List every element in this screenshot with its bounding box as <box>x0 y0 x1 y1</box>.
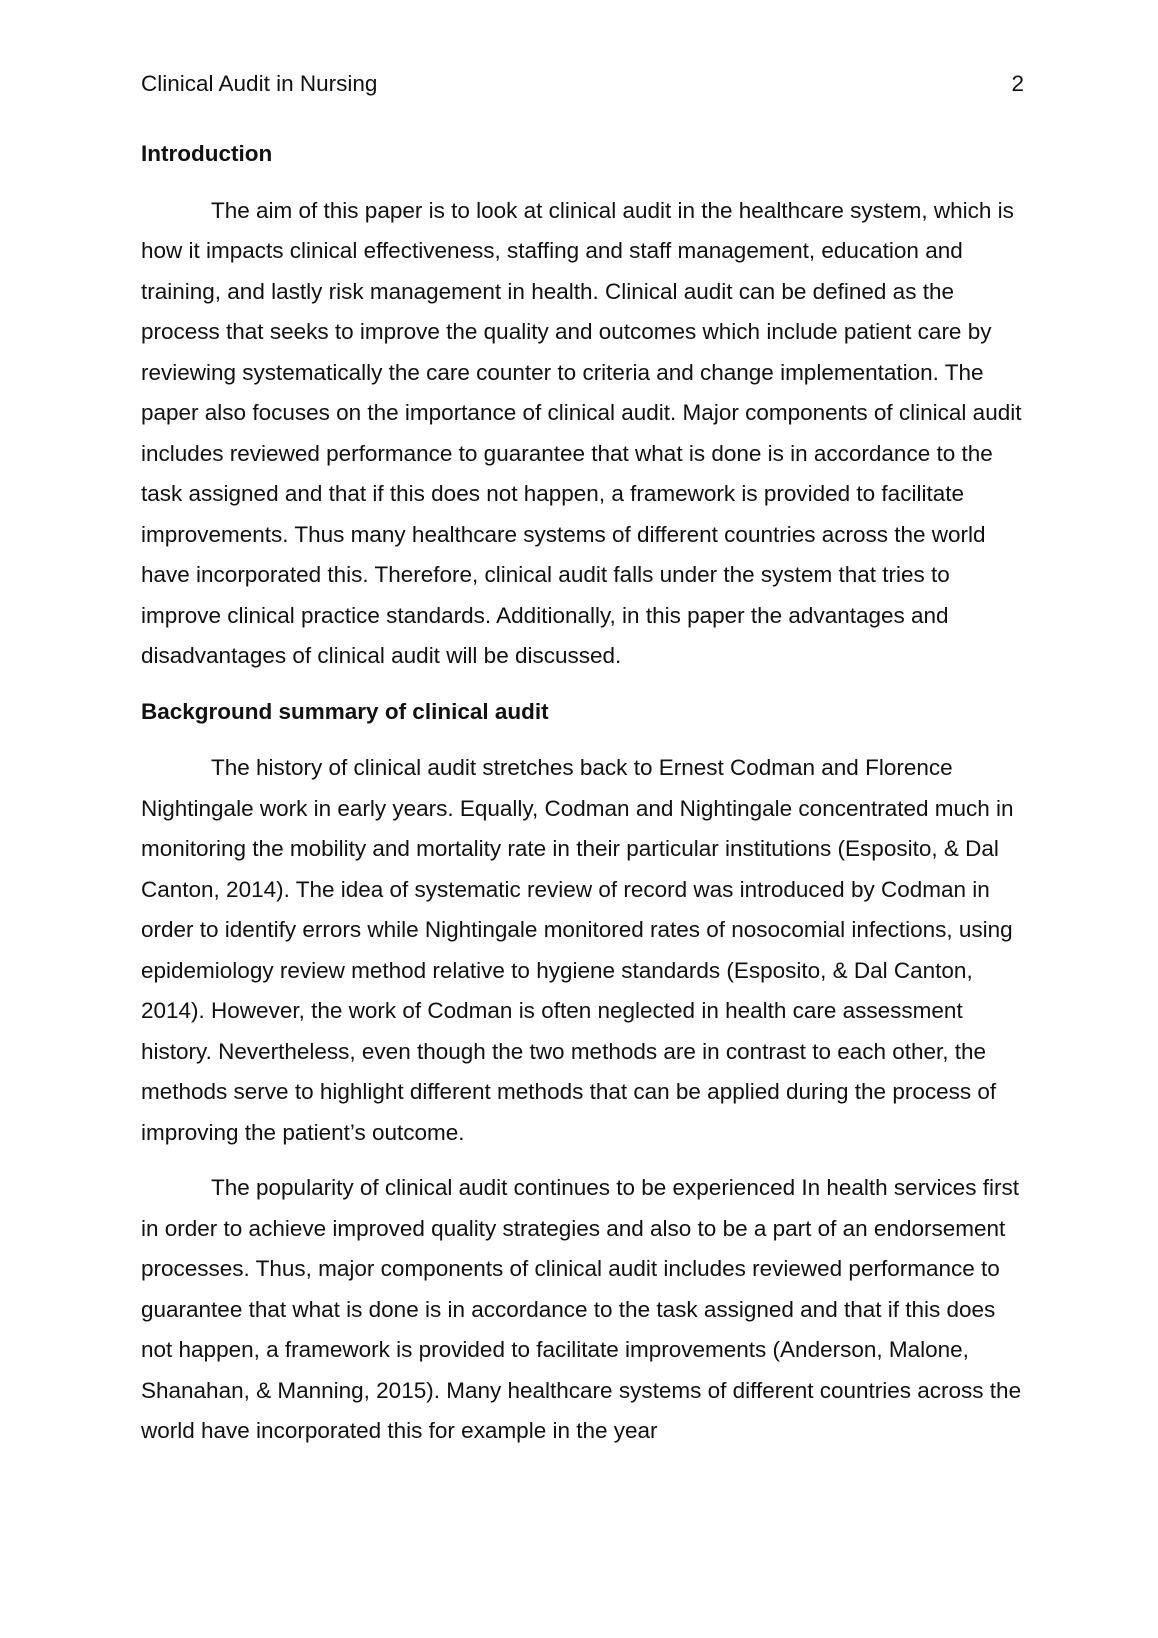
running-title: Clinical Audit in Nursing <box>141 71 378 96</box>
page-number: 2 <box>1011 71 1024 96</box>
page-header <box>141 68 1024 100</box>
introduction-paragraph: The aim of this paper is to look at clinical audit in the healthcare system, which is how it impacts clinical effectiveness, staffing and staff management, education and training, and lastly risk management in health. Clinical audit can be defined as the process that seeks to improve the quality and outcomes which include patient care by reviewing systematically the care counter to criteria and change implementation. The paper also focuses on the importance of clinical audit. Major components of clinical audit includes reviewed performance to guarantee that what is done is in accordance to the task assigned and that if this does not happen, a framework is provided to facilitate improvements. Thus many healthcare systems of different countries across the world have incorporated this. Therefore, clinical audit falls under the system that tries to improve clinical practice standards. Additionally, in this paper the advantages and disadvantages of clinical audit will be discussed. <box>141 197 1022 668</box>
background-paragraph-2: The popularity of clinical audit continues to be experienced In health services first in order to achieve improved quality strategies and also to be a part of an endorsement processes. Thus, major components of clinical audit includes reviewed performance to guarantee that what is done is in accordance to the task assigned and that if this does not happen, a framework is provided to facilitate improvements (Anderson, Malone, Shanahan, & Manning, 2015). Many healthcare systems of different countries across the world have incorporated this for example in the year <box>141 1175 1022 1443</box>
section-heading-introduction: Introduction <box>141 141 273 166</box>
section-heading-background: Background summary of clinical audit <box>141 698 549 724</box>
document-body <box>141 134 1026 1452</box>
background-paragraph-1: The history of clinical audit stretches back to Ernest Codman and Florence Nightingale work in early years. Equally, Codman and Nightingale concentrated much in monitoring the mobility and mortality rate in their particular institutions (Esposito, & Dal Canton, 2014). The idea of systematic review of record was introduced by Codman in order to identify errors while Nightingale monitored rates of nosocomial infections, using epidemiology review method relative to hygiene standards (Esposito, & Dal Canton, 2014). However, the work of Codman is often neglected in health care assessment history. Nevertheless, even though the two methods are in contrast to each other, the methods serve to highlight different methods that can be applied during the process of improving the patient’s outcome. <box>141 755 1014 1145</box>
